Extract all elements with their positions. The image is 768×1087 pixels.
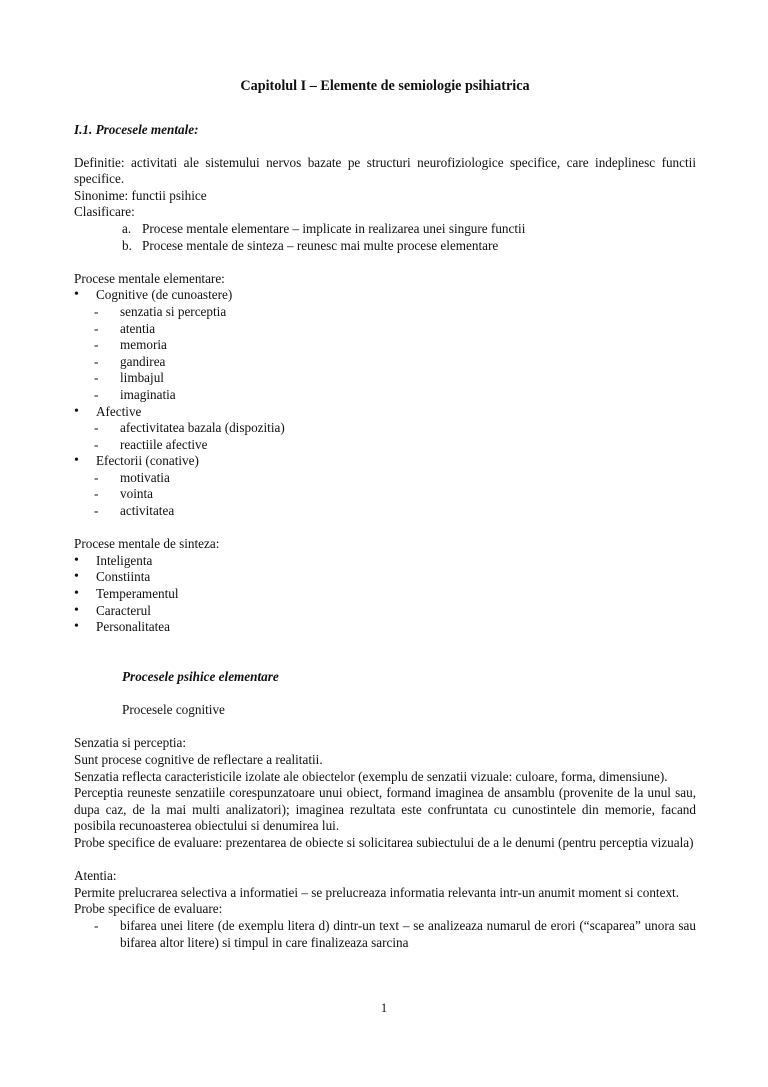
- affective-list: [74, 420, 696, 453]
- bullet-icon: •: [74, 453, 79, 469]
- list-item-text: memoria: [120, 337, 167, 353]
- attention-probes-list: [74, 918, 696, 951]
- list-item-text: motivatia: [120, 469, 170, 485]
- list-item: [74, 553, 696, 570]
- list-item: [74, 619, 696, 636]
- list-item: [74, 918, 696, 951]
- list-item-text: activitatea: [120, 503, 175, 519]
- dash-icon: -: [94, 420, 99, 436]
- list-item-text: bifarea unei litere (de exemplu litera d) dintr-un text – se analizeaza numarul de erori (“scaparea” unora sau bifarea altor litere) si timpul in care finalizeaza sarcina: [120, 917, 696, 950]
- group-name: Afective: [96, 403, 142, 419]
- group-name: Efectorii (conative): [96, 453, 199, 469]
- definition-paragraph: Definitie: activitati ale sistemului nervos bazate pe structuri neurofiziologice specifice, care indeplinesc functii specifice.: [74, 154, 696, 187]
- section-heading: I.1. Procesele mentale:: [74, 122, 199, 137]
- bullet-icon: •: [74, 619, 79, 635]
- sub-heading: Procesele psihice elementare: [122, 669, 279, 684]
- synthesis-list: [74, 553, 696, 636]
- list-item-text: Constiinta: [96, 569, 151, 585]
- elementary-groups-list: [74, 453, 696, 470]
- elementary-label: Procese mentale elementare:: [74, 270, 225, 286]
- cognitive-list: [74, 304, 696, 404]
- list-item-text: limbajul: [120, 370, 164, 386]
- dash-icon: -: [94, 353, 99, 369]
- probes-paragraph: Probe specifice de evaluare: prezentarea de obiecte si solicitarea subiectului de a le denumi (pentru perceptia vizuala): [74, 834, 694, 850]
- classification-label: Clasificare:: [74, 204, 135, 220]
- bullet-icon: •: [74, 287, 79, 303]
- conative-list: [74, 470, 696, 520]
- list-item: [74, 370, 696, 387]
- sensation-paragraph: Senzatia reflecta caracteristicile izolate ale obiectelor (exemplu de senzatii vizuale: culoare, forma, dimensiune).: [74, 768, 668, 784]
- bullet-icon: •: [74, 602, 79, 618]
- dash-icon: -: [94, 469, 99, 485]
- list-item: [74, 420, 696, 437]
- list-item: [74, 437, 696, 454]
- list-item-text: Personalitatea: [96, 619, 170, 635]
- list-item: [74, 387, 696, 404]
- list-item-text: Procese mentale de sinteza – reunesc mai multe procese elementare: [142, 237, 499, 253]
- attention-paragraph: Permite prelucrarea selectiva a informatiei – se prelucreaza informatia relevanta intr-un anumit moment si context.: [74, 884, 680, 900]
- list-item: [74, 238, 696, 255]
- list-item: [74, 503, 696, 520]
- list-item: [74, 586, 696, 603]
- list-marker: a.: [122, 220, 132, 236]
- elementary-groups-list: [74, 287, 696, 304]
- dash-icon: -: [94, 503, 99, 519]
- bullet-icon: •: [74, 552, 79, 568]
- list-item: [74, 287, 696, 304]
- dash-icon: -: [94, 337, 99, 353]
- list-item-text: gandirea: [120, 353, 166, 369]
- list-item-text: Temperamentul: [96, 586, 179, 602]
- list-item-text: Caracterul: [96, 602, 151, 618]
- dash-icon: -: [94, 386, 99, 402]
- perception-paragraph: Perceptia reuneste senzatiile corespunzatoare unui obiect, formand imaginea de ansamblu (provenite de la unul sau, dupa caz, de la mai multi analizatori); imaginea rezultata este confruntata cu cunostintele din memorie, facand posibila recunoasterea obiectului si denumirea lui.: [74, 785, 696, 834]
- synthesis-label: Procese mentale de sinteza:: [74, 536, 220, 552]
- elementary-groups-list: [74, 404, 696, 421]
- list-item: [74, 221, 696, 238]
- list-item-text: reactiile afective: [120, 436, 208, 452]
- list-item: [74, 404, 696, 421]
- attention-probes-label: Probe specifice de evaluare:: [74, 901, 223, 917]
- attention-title: Atentia:: [74, 868, 117, 884]
- list-marker: b.: [122, 237, 132, 253]
- dash-icon: -: [94, 486, 99, 502]
- list-item-text: Procese mentale elementare – implicate in realizarea unei singure functii: [142, 220, 526, 236]
- page-title: Capitolul I – Elemente de semiologie psihiatrica: [240, 78, 530, 94]
- bullet-icon: •: [74, 403, 79, 419]
- list-item: [74, 486, 696, 503]
- list-item: [74, 354, 696, 371]
- dash-icon: -: [94, 320, 99, 336]
- classification-list: [74, 221, 696, 254]
- list-item-text: atentia: [120, 320, 156, 336]
- list-item-text: Inteligenta: [96, 552, 153, 568]
- list-item: [74, 337, 696, 354]
- list-item-text: imaginatia: [120, 386, 176, 402]
- bullet-icon: •: [74, 586, 79, 602]
- sensation-paragraph: Sunt procese cognitive de reflectare a realitatii.: [74, 751, 323, 767]
- dash-icon: -: [94, 303, 99, 319]
- list-item: [74, 569, 696, 586]
- list-item-text: afectivitatea bazala (dispozitia): [120, 420, 285, 436]
- dash-icon: -: [94, 370, 99, 386]
- list-item: [74, 321, 696, 338]
- list-item: [74, 470, 696, 487]
- page-number: 1: [380, 1001, 388, 1015]
- list-item: [74, 453, 696, 470]
- dash-icon: -: [94, 917, 99, 933]
- group-name: Cognitive (de cunoastere): [96, 287, 233, 303]
- list-item-text: senzatia si perceptia: [120, 303, 227, 319]
- dash-icon: -: [94, 436, 99, 452]
- list-item-text: vointa: [120, 486, 153, 502]
- list-item: [74, 304, 696, 321]
- sub-sub-heading: Procesele cognitive: [122, 702, 225, 718]
- bullet-icon: •: [74, 569, 79, 585]
- sensation-title: Senzatia si perceptia:: [74, 735, 187, 751]
- synonyms-line: Sinonime: functii psihice: [74, 187, 207, 203]
- list-item: [74, 603, 696, 620]
